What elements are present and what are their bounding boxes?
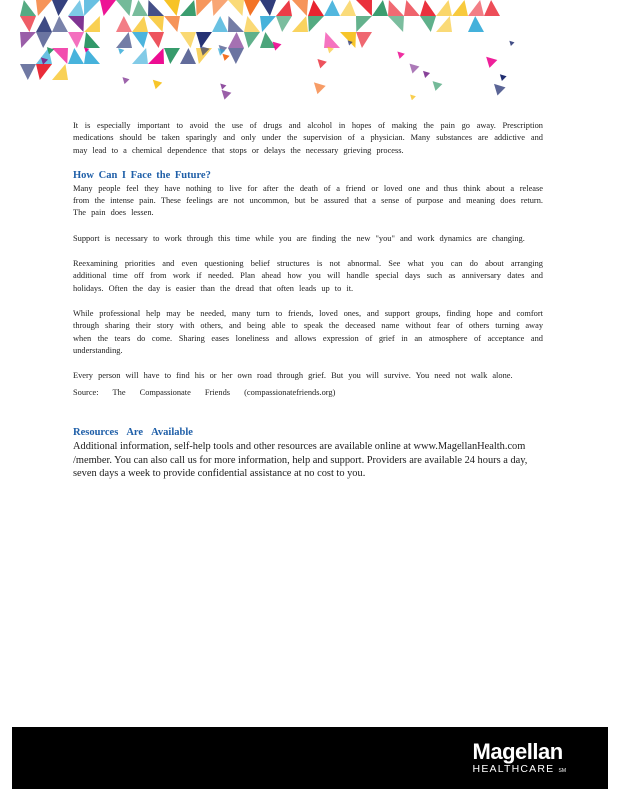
mosaic-triangle [20,16,36,32]
mosaic-triangle [220,83,226,89]
mosaic-triangle [324,0,340,16]
mosaic-triangle [148,0,164,16]
mosaic-triangle [276,16,292,32]
mosaic-triangle [423,71,430,78]
mosaic-triangle [260,16,276,32]
mosaic-triangle [84,16,100,32]
section-heading-resources: Resources Are Available [73,427,193,439]
mosaic-triangle [276,0,292,16]
mosaic-triangle [397,51,404,58]
mosaic-triangle [212,0,228,16]
mosaic-triangle [486,57,497,68]
mosaic-triangle [308,16,324,32]
mosaic-triangle [164,0,180,16]
mosaic-triangle [356,16,372,32]
mosaic-triangle [153,80,162,89]
mosaic-triangle [372,0,388,16]
mosaic-triangle [148,32,164,48]
mosaic-triangle [468,16,484,32]
magellan-healthcare-logo [473,741,566,777]
mosaic-triangle [340,0,356,16]
mosaic-triangle [509,41,514,46]
mosaic-triangle [196,32,212,48]
source-citation: Source: The Compassionate Friends (compassionatefriends.org) [73,388,336,398]
mosaic-triangle [180,0,196,16]
mosaic-triangle [340,32,356,48]
mosaic-triangle [116,16,132,32]
mosaic-triangle [324,32,340,48]
mosaic-triangle [68,16,84,32]
mosaic-triangle [68,48,84,64]
mosaic-triangle [260,32,276,48]
drugs-alcohol-paragraph: It is especially important to avoid the use of drugs and alcohol in hopes of making the pain go away. Prescription medications should be taken sparingly and only under the supervision of a physician. Many substances are addictive and may lead to a chemical dependence that stops or delays the necessary grieving process. [73,121,543,155]
mosaic-triangle [164,48,180,64]
mosaic-triangle [36,64,52,80]
mosaic-triangle [116,0,132,16]
mosaic-triangle [260,0,276,16]
mosaic-triangle [20,0,36,16]
section-heading-future: How Can I Face the Future? [73,169,211,181]
mosaic-triangle [116,32,132,48]
mosaic-triangle [132,32,148,48]
mosaic-triangle [52,64,68,80]
mosaic-triangle [436,0,452,16]
mosaic-triangle [148,16,164,32]
mosaic-triangle [484,0,500,16]
mosaic-triangle [314,82,326,94]
mosaic-triangle [410,64,420,74]
mosaic-triangle [52,0,68,16]
mosaic-triangle [68,32,84,48]
resources-paragraph: Additional information, self-help tools and other resources are available online at www.MagellanHealth.com /member. You can also call us for more information, help and support. Providers are available 24 hours a day, seven days a week to provide confidential assistance at no cost to you. [73,441,528,480]
header-mosaic-graphic [0,0,520,100]
mosaic-triangle [420,16,436,32]
mosaic-triangle [222,90,232,100]
mosaic-triangle [228,32,244,48]
mosaic-triangle [292,16,308,32]
mosaic-triangle [132,0,148,16]
mosaic-triangle [100,0,116,16]
mosaic-triangle [122,77,129,84]
logo-wordmark: Magellan [472,739,563,764]
mosaic-triangle [273,42,282,51]
paragraph-future-5: Every person will have to find his or her own road through grief. But you will survive. You need not walk alone. [73,371,513,381]
mosaic-triangle [308,0,324,16]
mosaic-triangle [228,0,244,16]
mosaic-triangle [468,0,484,16]
mosaic-triangle [292,0,308,16]
mosaic-triangle [180,32,196,48]
mosaic-triangle [180,48,196,64]
mosaic-triangle [244,16,260,32]
mosaic-triangle [404,0,420,16]
mosaic-triangle [222,54,229,61]
mosaic-triangle [228,16,244,32]
mosaic-triangle [244,32,260,48]
mosaic-triangle [436,16,452,32]
mosaic-triangle [494,84,506,96]
mosaic-triangle [212,16,228,32]
mosaic-triangle [36,0,52,16]
mosaic-triangle [84,32,100,48]
document-body [73,120,543,481]
mosaic-triangle [148,48,164,64]
paragraph-future-4: While professional help may be needed, many turn to friends, loved ones, and support groups, finding hope and comfort through sharing their story with others, and being able to speak the deceased name without fear of others turning away when the tears do come. Sharing eases loneliness and allows expression of grief in an atmosphere of acceptance and understanding. [73,308,543,355]
mosaic-triangle [164,16,180,32]
mosaic-triangle [52,16,68,32]
mosaic-triangle [118,48,124,54]
mosaic-triangle [132,16,148,32]
mosaic-triangle [84,0,100,16]
mosaic-triangle [410,95,416,100]
paragraph-future-2: Support is necessary to work through this time while you are finding the new "you" and work dynamics are changing. [73,233,525,243]
mosaic-triangle [433,81,443,91]
mosaic-triangle [420,0,436,16]
mosaic-triangle [388,0,404,16]
paragraph-future-1: Many people feel they have nothing to live for after the death of a friend or loved one and thus think about a release from the intense pain. These feelings are not uncommon, but be assured that a sense of purpose and meaning does return. The pain does lessen. [73,183,543,218]
mosaic-triangle [52,48,68,64]
paragraph-future-3: Reexamining priorities and even questioning belief structures is not abnormal. See what you can do about arranging additional time off from work if needed. Plan ahead how you will handle special days such as anniversary dates and holidays. Often the day is easier than the dread that often leads up to it. [73,259,543,293]
mosaic-triangle [68,0,84,16]
mosaic-triangle [228,48,244,64]
mosaic-triangle [244,0,260,16]
mosaic-triangle [20,64,36,80]
logo-subtitle: HEALTHCARE SM [472,763,566,775]
mosaic-triangle [388,16,404,32]
mosaic-triangle [500,74,507,81]
mosaic-triangle [356,0,372,16]
footer-bar [12,727,608,789]
service-mark: SM [558,768,566,774]
mosaic-triangle [36,16,52,32]
mosaic-triangle [196,0,212,16]
mosaic-triangle [356,32,372,48]
mosaic-triangle [36,32,52,48]
mosaic-triangle [317,59,326,68]
mosaic-triangle [452,0,468,16]
mosaic-triangle [132,48,148,64]
mosaic-triangle [20,32,36,48]
